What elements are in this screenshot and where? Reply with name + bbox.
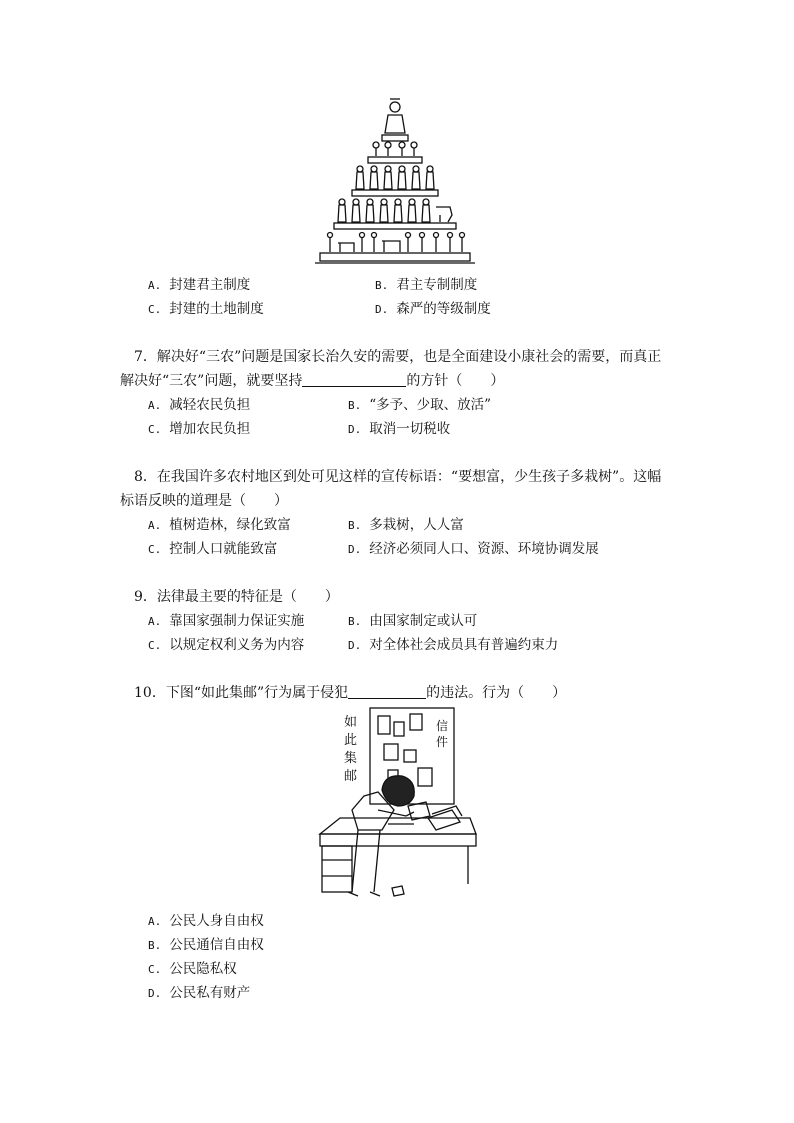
cartoon-caption-char-2: 此	[344, 733, 358, 748]
q7-option-d[interactable]: D. 取消一切税收	[348, 421, 451, 437]
cartoon-caption-char-1: 如	[344, 715, 358, 730]
board-text-char-1: 信	[436, 719, 449, 733]
q9-option-a[interactable]: A. 靠国家强制力保证实施	[148, 613, 305, 629]
q10-stem: 10．下图“如此集邮”行为属于侵犯 的违法。行为（ ）	[134, 685, 567, 701]
q9-stem: 9．法律最主要的特征是（ ）	[134, 589, 339, 605]
q10-option-c[interactable]: C. 公民隐私权	[148, 961, 237, 977]
q6-option-d[interactable]: D. 森严的等级制度	[375, 301, 491, 317]
q10-option-d[interactable]: D. 公民私有财产	[148, 985, 251, 1001]
q10-option-a[interactable]: A. 公民人身自由权	[148, 913, 264, 929]
q8-option-c[interactable]: C. 控制人口就能致富	[148, 541, 278, 557]
cartoon-caption-char-3: 集	[344, 751, 358, 766]
q8-stem-line1: 8．在我国许多农村地区到处可见这样的宣传标语：“要想富，少生孩子多栽树”。这幅	[134, 469, 662, 485]
stamp-collecting-cartoon	[318, 706, 478, 902]
q8-option-d[interactable]: D. 经济必须同人口、资源、环境协调发展	[348, 541, 599, 557]
q9-option-c[interactable]: C. 以规定权利义务为内容	[148, 637, 305, 653]
cartoon-caption-char-4: 邮	[344, 769, 358, 784]
q10-option-b[interactable]: B. 公民通信自由权	[148, 937, 264, 953]
q7-stem-line1: 7．解决好“三农”问题是国家长治久安的需要，也是全面建设小康社会的需要，而真正	[134, 349, 662, 365]
q7-option-c[interactable]: C. 增加农民负担	[148, 421, 251, 437]
q9-option-d[interactable]: D. 对全体社会成员具有普遍约束力	[348, 637, 559, 653]
q6-option-b[interactable]: B. 君主专制制度	[375, 277, 478, 293]
q8-option-a[interactable]: A. 植树造林，绿化致富	[148, 517, 291, 533]
q10-answer-blank[interactable]	[348, 684, 426, 699]
q6-option-c[interactable]: C. 封建的土地制度	[148, 301, 264, 317]
q7-answer-blank[interactable]	[302, 372, 406, 387]
q8-option-b[interactable]: B. 多栽树，人人富	[348, 517, 464, 533]
q6-option-a[interactable]: A. 封建君主制度	[148, 277, 251, 293]
q7-option-a[interactable]: A. 减轻农民负担	[148, 397, 251, 413]
q9-option-b[interactable]: B. 由国家制定或认可	[348, 613, 478, 629]
q8-stem-line2: 标语反映的道理是（ ）	[120, 493, 288, 509]
q7-stem-line2: 解决好“三农”问题，就要坚持 的方针（ ）	[120, 373, 505, 389]
board-text-char-2: 件	[436, 735, 449, 749]
q7-option-b[interactable]: B. “多予、少取、放活”	[348, 397, 492, 413]
pyramid-hierarchy-figure	[310, 95, 480, 267]
